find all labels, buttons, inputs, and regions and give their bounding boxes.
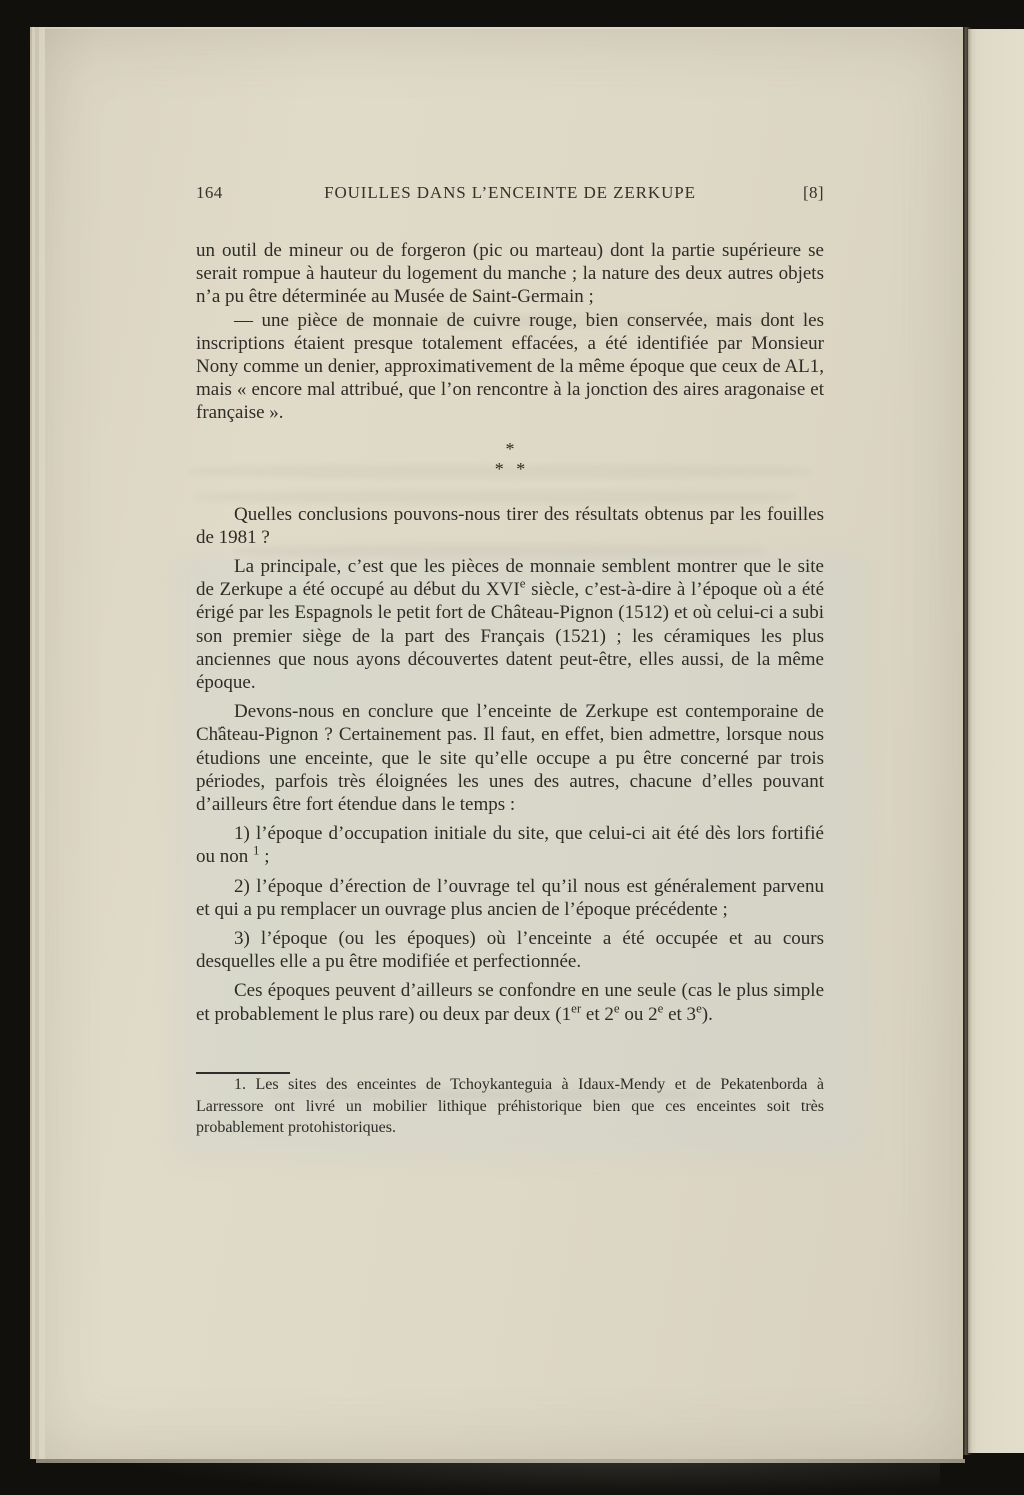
conclusion-paragraphs [196, 503, 824, 1026]
bracket-page-reference: [8] [802, 183, 824, 202]
paragraph: 1) l’époque d’occupation initiale du site, que celui-ci ait été dès lors fortifié ou non $^1$ ; [196, 823, 824, 868]
paragraph: — une pièce de monnaie de cuivre rouge, bien conservée, mais dont les inscriptions étaient presque totalement effacées, a été identifiée par Monsieur Nony comme un denier, approximativement de la même époque que ceux de AL1, mais « encore mal attribué, que l’on rencontre à la jonction des aires aragonaise et française ». [196, 309, 824, 424]
intro-paragraphs [196, 239, 824, 425]
paragraph: Quelles conclusions pouvons-nous tirer des résultats obtenus par les fouilles de 1981 ? [196, 503, 824, 548]
book-page [30, 27, 963, 1459]
running-head [196, 183, 824, 203]
facing-page-edge [968, 29, 1024, 1453]
paragraph: 2) l’époque d’érection de l’ouvrage tel qu’il nous est généralement parvenu et qui a pu remplacer un ouvrage plus ancien de l’époque précédente ; [196, 875, 824, 920]
paragraph: Devons-nous en conclure que l’enceinte de Zerkupe est contemporaine de Château-Pignon ? Certainement pas. Il faut, en effet, bien admettre, lorsque nous étudions une enceinte, que le site qu’elle occupe a pu être concerné par trois périodes, parfois très éloignées les unes des autres, chacune d’elles pouvant d’ailleurs être fort étendue dans le temps : [196, 701, 824, 816]
asterisk-separator [196, 439, 824, 479]
page-number: 164 [196, 183, 223, 202]
paragraph: Ces époques peuvent d’ailleurs se confondre en une seule (cas le plus simple et probablement le plus rare) ou deux par deux (1er et 2e ou 2e et 3e). [196, 980, 824, 1025]
running-title: FOUILLES DANS L’ENCEINTE DE ZERKUPE [324, 183, 696, 202]
footnote-text: 1. Les sites des enceintes de Tchoykanteguia à Idaux-Mendy et de Pekatenborda à Larressore ont livré un mobilier lithique préhistorique bien que ces enceintes soit très probablement protohistoriques. [196, 1075, 824, 1137]
paragraph: La principale, c’est que les pièces de monnaie semblent montrer que le site de Zerkupe a été occupé au début du XVIe siècle, c’est-à-dire à l’époque où a été érigé par les Espagnols le petit fort de Château-Pignon (1512) et où celui-ci a subi son premier siège de la part des Français (1521) ; les céramiques les plus anciennes que nous ayons découvertes datent peut-être, elles aussi, de la même époque. [196, 556, 824, 694]
body-text [196, 239, 824, 1139]
asterisk-line-2: * * [494, 458, 526, 479]
page-content [196, 183, 824, 1145]
paragraph: un outil de mineur ou de forgeron (pic ou marteau) dont la partie supérieure se serait rompue à hauteur du logement du manche ; la nature des deux autres objets n’a pu être déterminée au Musée de Saint-Germain ; [196, 240, 824, 308]
paragraph: 3) l’époque (ou les époques) où l’enceinte a été occupée et au cours desquelles elle a pu être modifiée et perfectionnée. [196, 928, 824, 973]
asterisk-line-1: * [505, 438, 515, 459]
